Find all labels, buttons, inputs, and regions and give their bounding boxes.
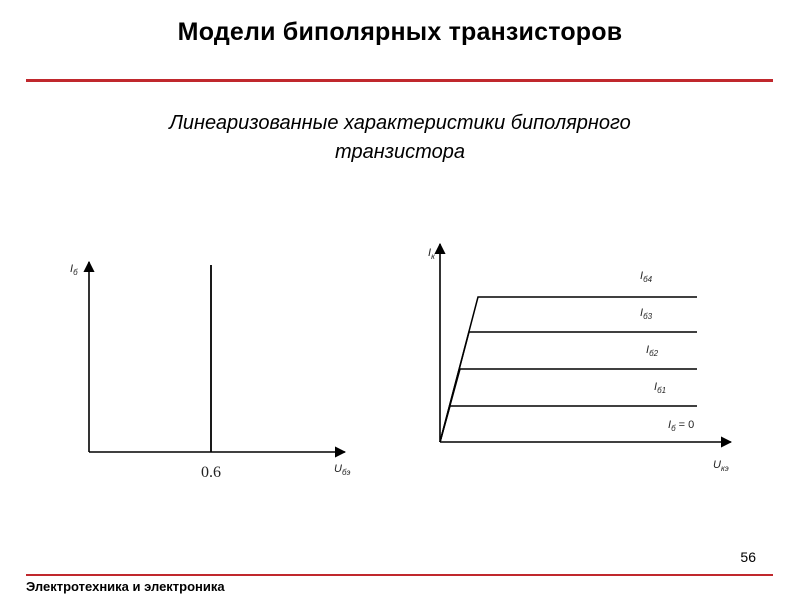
curve-label-subscript: б1: [657, 386, 667, 395]
curve-label-subscript: б2: [649, 349, 659, 358]
output-x-axis-subscript: кэ: [720, 464, 729, 473]
curve-label-letter: I: [654, 381, 658, 393]
input-x-axis-label: [334, 463, 350, 477]
curve-label-subscript: б4: [643, 275, 653, 284]
curve-label-ib4: [640, 270, 653, 284]
curve-label-letter: I: [668, 419, 672, 431]
output-y-axis-letter: I: [428, 247, 432, 259]
output-y-axis-label: [428, 247, 436, 261]
output-characteristic: [428, 244, 731, 473]
subtitle-line-2: транзистора: [335, 141, 465, 163]
curve-label-ib2: [646, 344, 659, 358]
input-y-axis-letter: I: [70, 263, 74, 275]
output-x-axis-letter: U: [713, 459, 721, 471]
input-x-axis-letter: U: [334, 463, 342, 475]
curve-label-ib1: [654, 381, 666, 395]
course-name: Электротехника и электроника: [26, 579, 225, 594]
slide-title: Модели биполярных транзисторов: [177, 18, 623, 46]
output-x-axis-label: [713, 459, 729, 473]
curve-label-letter: I: [640, 270, 644, 282]
output-y-axis-subscript: к: [431, 252, 435, 261]
page-number: 56: [740, 549, 756, 565]
curve-label-subscript: б3: [643, 312, 653, 321]
curve-label-subscript: б: [671, 424, 676, 433]
threshold-voltage-label: 0.6: [201, 464, 221, 481]
input-characteristic: [70, 262, 350, 481]
input-x-axis-subscript: бэ: [341, 468, 351, 477]
curve-label-letter: I: [640, 307, 644, 319]
curve-label-equals-zero: = 0: [675, 419, 695, 431]
curve-label-ib3: [640, 307, 653, 321]
curve-label-letter: I: [646, 344, 650, 356]
footer-divider: [26, 574, 773, 576]
input-y-axis-subscript: б: [73, 268, 78, 277]
subtitle-line-1: Линеаризованные характеристики биполярного: [169, 112, 631, 134]
input-y-axis-label: [70, 263, 78, 277]
output-curve-ib1: [440, 406, 697, 442]
curve-label-ib0: [668, 419, 694, 433]
